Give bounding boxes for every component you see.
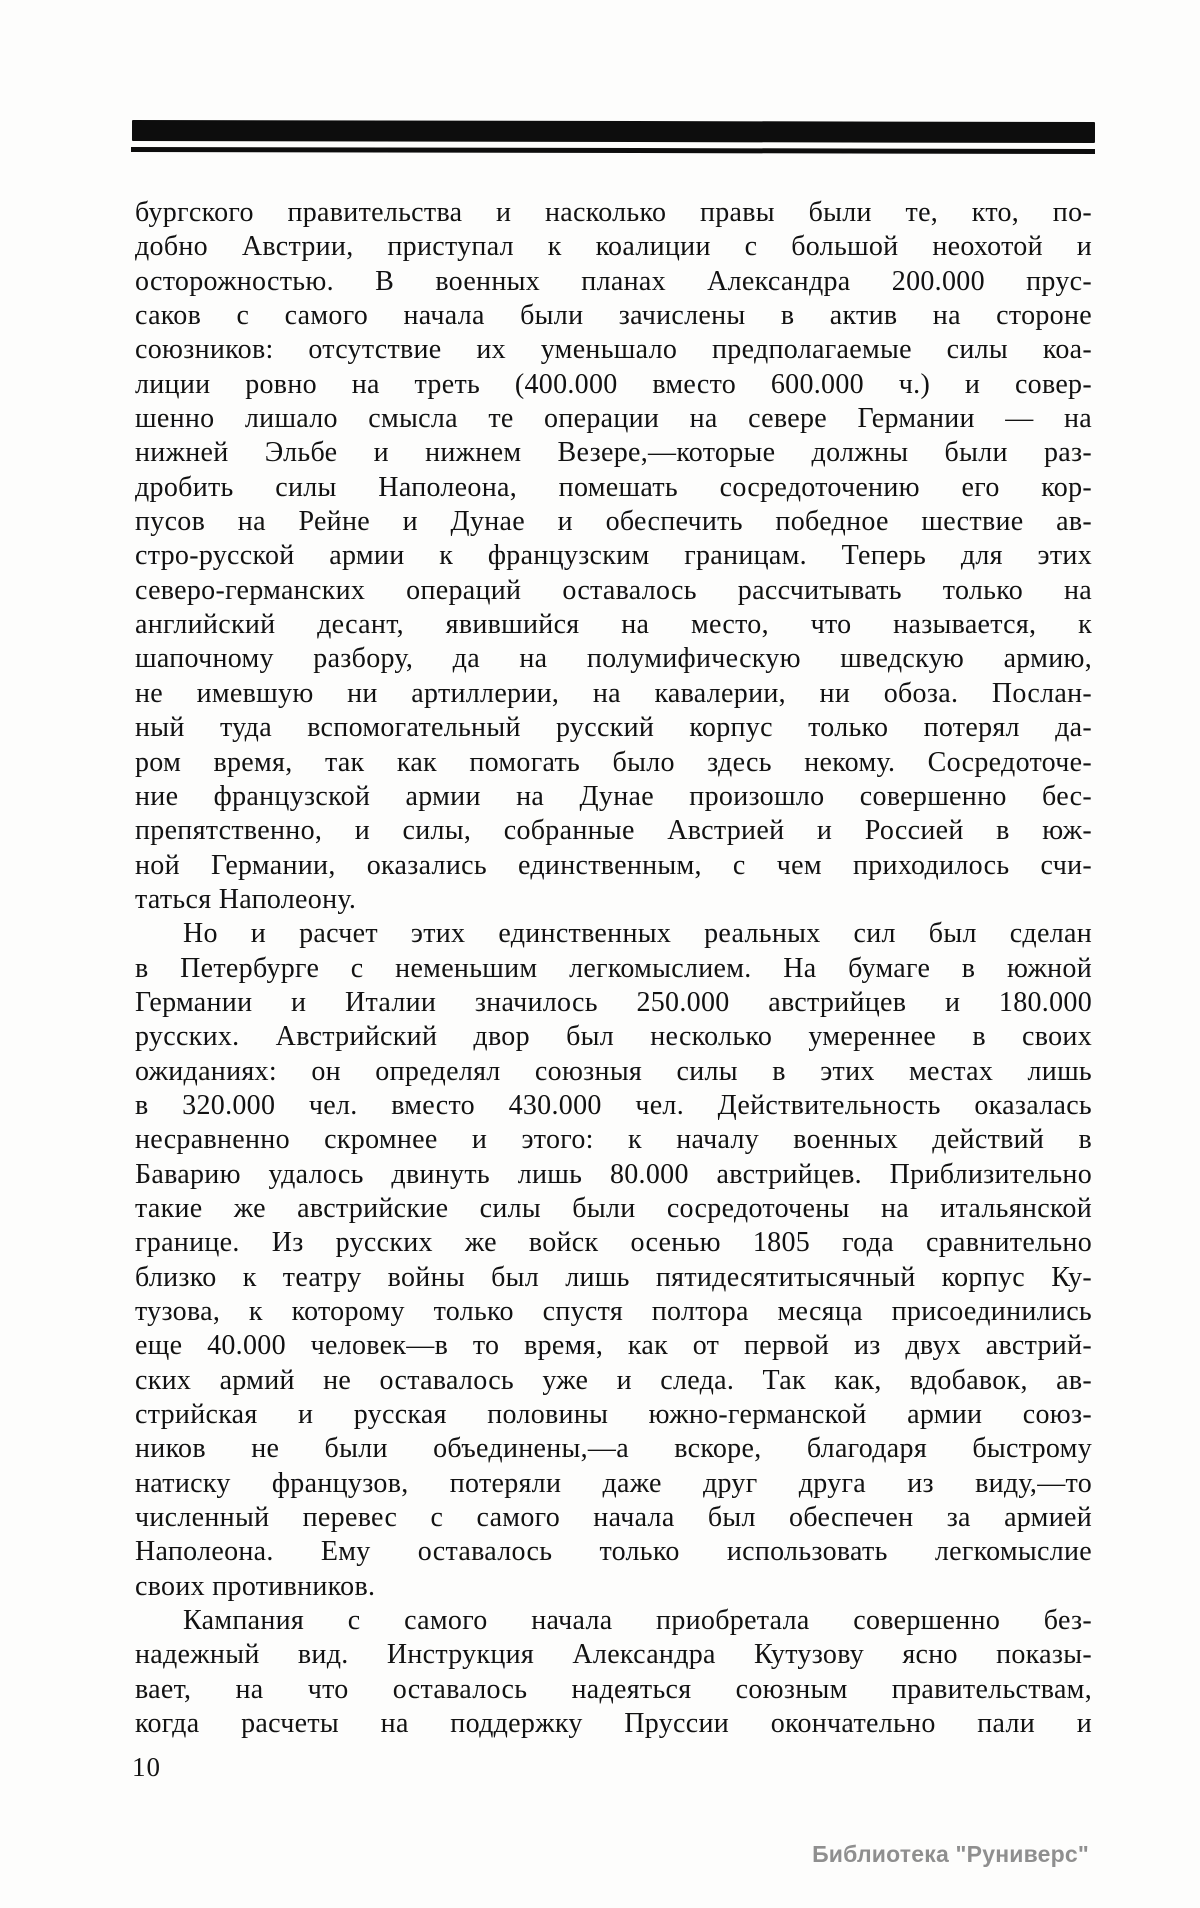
text-line: не имевшую ни артиллерии, на кавалерии, ни обоза. Послан-: [135, 677, 1092, 709]
body-text: [135, 196, 1092, 1741]
text-line: шапочному разбору, да на полумифическую шведскую армию,: [135, 643, 1092, 675]
page-number: 10: [132, 1752, 161, 1782]
text-line: Но и расчет этих единственных реальных сил был сделан: [183, 918, 1092, 950]
header-rule-thin: [131, 147, 1095, 154]
text-line: близко к театру войны был лишь пятидесятитысячный корпус Ку-: [135, 1261, 1092, 1293]
text-line: лиции ровно на треть (400.000 вместо 600.000 ч.) и совер-: [135, 368, 1092, 400]
text-line: надежный вид. Инструкция Александра Кутузову ясно показы-: [135, 1639, 1092, 1671]
text-line: пусов на Рейне и Дунае и обеспечить победное шествие ав-: [135, 506, 1092, 538]
text-line: шенно лишало смысла те операции на севере Германии — на: [135, 403, 1092, 435]
text-line: ожиданиях: он определял союзныя силы в этих местах лишь: [135, 1055, 1092, 1087]
text-line: Наполеона. Ему оставалось только использовать легкомыслие: [135, 1536, 1092, 1568]
header-rule-thick: [132, 120, 1095, 143]
text-line: стро-русской армии к французским границам. Теперь для этих: [135, 540, 1092, 572]
text-line: своих противников.: [135, 1570, 376, 1602]
text-line: когда расчеты на поддержку Пруссии окончательно пали и: [135, 1708, 1092, 1740]
text-line: английский десант, явившийся на место, что называется, к: [135, 609, 1092, 641]
text-line: Баварию удалось двинуть лишь 80.000 австрийцев. Приблизительно: [135, 1158, 1092, 1190]
text-line: северо-германских операций оставалось рассчитывать только на: [135, 574, 1092, 606]
text-line: ских армий не оставалось уже и следа. Так как, вдобавок, ав-: [135, 1364, 1092, 1396]
text-line: ром время, так как помогать было здесь некому. Сосредоточе-: [135, 746, 1092, 778]
text-line: ние французской армии на Дунае произошло совершенно бес-: [135, 780, 1092, 812]
text-line: в Петербурге с неменьшим легкомыслием. На бумаге в южной: [135, 952, 1092, 984]
text-line: Германии и Италии значилось 250.000 австрийцев и 180.000: [135, 986, 1092, 1018]
text-line: ной Германии, оказались единственным, с чем приходилось счи-: [135, 849, 1092, 881]
text-line: саков с самого начала были зачислены в актив на стороне: [135, 300, 1092, 332]
text-line: численный перевес с самого начала был обеспечен за армией: [135, 1502, 1092, 1534]
text-line: вает, на что оставалось надеяться союзным правительствам,: [135, 1673, 1092, 1705]
text-line: Кампания с самого начала приобретала совершенно без-: [183, 1605, 1092, 1637]
text-line: бургского правительства и насколько правы были те, кто, по-: [135, 197, 1092, 228]
text-line: осторожностью. В военных планах Александра 200.000 прус-: [135, 265, 1092, 297]
watermark-text: Библиотека "Руниверс": [812, 1841, 1089, 1867]
text-line: добно Австрии, приступал к коалиции с большой неохотой и: [135, 231, 1092, 263]
text-line: русских. Австрийский двор был несколько умереннее в своих: [135, 1021, 1092, 1053]
text-line: натиску французов, потеряли даже друг друга из виду,—то: [135, 1467, 1092, 1499]
text-line: тузова, к которому только спустя полтора месяца присоединились: [135, 1296, 1092, 1327]
text-line: несравненно скромнее и этого: к началу военных действий в: [135, 1124, 1092, 1156]
text-line: таться Наполеону.: [135, 883, 357, 915]
text-line: в 320.000 чел. вместо 430.000 чел. Действительность оказалась: [135, 1089, 1092, 1121]
text-line: ный туда вспомогательный русский корпус только потерял да-: [135, 712, 1092, 744]
text-line: союзников: отсутствие их уменьшало предполагаемые силы коа-: [135, 334, 1092, 366]
text-line: препятственно, и силы, собранные Австрией и Россией в юж-: [135, 815, 1092, 847]
text-line: ников не были объединены,—а вскоре, благодаря быстрому: [135, 1433, 1092, 1465]
text-line: границе. Из русских же войск осенью 1805 года сравнительно: [135, 1227, 1092, 1259]
text-line: еще 40.000 человек—в то время, как от первой из двух австрий-: [135, 1330, 1092, 1362]
text-line: нижней Эльбе и нижнем Везере,—которые должны были раз-: [135, 437, 1092, 469]
text-line: стрийская и русская половины южно-германской армии союз-: [135, 1399, 1092, 1431]
text-line: дробить силы Наполеона, помешать сосредоточению его кор-: [135, 471, 1092, 503]
text-line: такие же австрийские силы были сосредоточены на итальянской: [135, 1192, 1092, 1224]
